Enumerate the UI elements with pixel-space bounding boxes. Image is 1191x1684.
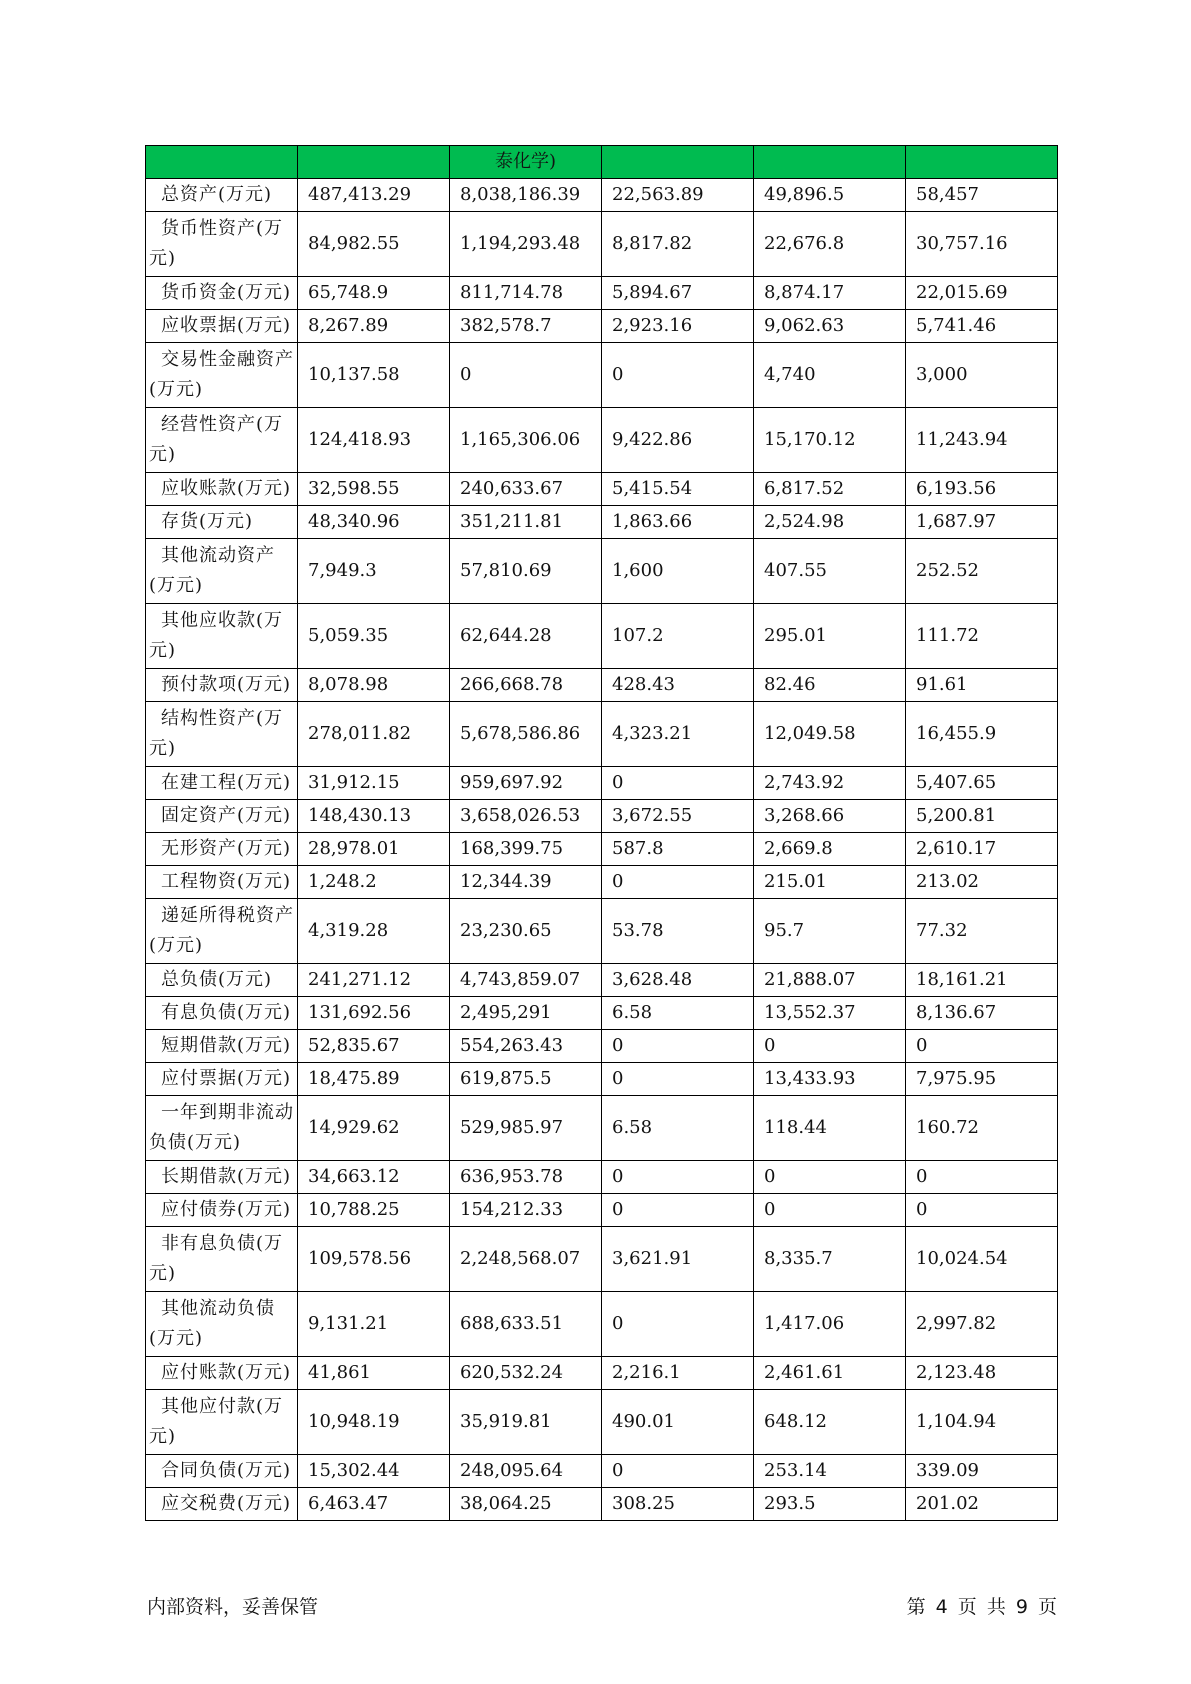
value-cell: 8,136.67 [906,997,1058,1030]
value-cell: 14,929.62 [298,1096,450,1161]
table-row [146,669,1058,702]
value-cell: 1,863.66 [602,506,754,539]
value-cell: 62,644.28 [450,604,602,669]
value-cell: 131,692.56 [298,997,450,1030]
value-cell: 253.14 [754,1455,906,1488]
row-label: 其他流动资产(万元) [146,539,298,604]
header-cell [602,146,754,179]
value-cell: 8,874.17 [754,277,906,310]
value-cell: 109,578.56 [298,1227,450,1292]
value-cell: 3,658,026.53 [450,800,602,833]
footer-page-number: 第 4 页 共 9 页 [906,1596,1057,1618]
header-cell [298,146,450,179]
value-cell: 12,049.58 [754,702,906,767]
row-label: 工程物资(万元) [146,866,298,899]
value-cell: 0 [602,1292,754,1357]
value-cell: 811,714.78 [450,277,602,310]
value-cell: 382,578.7 [450,310,602,343]
table-row [146,179,1058,212]
value-cell: 57,810.69 [450,539,602,604]
value-cell: 648.12 [754,1390,906,1455]
value-cell: 38,064.25 [450,1488,602,1521]
table-row [146,212,1058,277]
value-cell: 22,015.69 [906,277,1058,310]
value-cell: 529,985.97 [450,1096,602,1161]
row-label: 无形资产(万元) [146,833,298,866]
table-row [146,277,1058,310]
value-cell: 0 [906,1161,1058,1194]
value-cell: 8,038,186.39 [450,179,602,212]
table-row [146,1390,1058,1455]
row-label: 非有息负债(万元) [146,1227,298,1292]
value-cell: 5,059.35 [298,604,450,669]
value-cell: 84,982.55 [298,212,450,277]
value-cell: 8,267.89 [298,310,450,343]
value-cell: 124,418.93 [298,408,450,473]
value-cell: 213.02 [906,866,1058,899]
table-row [146,1063,1058,1096]
value-cell: 490.01 [602,1390,754,1455]
footer-confidential-note: 内部资料，妥善保管 [147,1596,319,1618]
header-cell: 泰化学) [450,146,602,179]
value-cell: 6.58 [602,997,754,1030]
value-cell: 0 [754,1161,906,1194]
value-cell: 5,200.81 [906,800,1058,833]
value-cell: 53.78 [602,899,754,964]
table-row [146,343,1058,408]
value-cell: 1,687.97 [906,506,1058,539]
value-cell: 0 [602,1030,754,1063]
value-cell: 5,407.65 [906,767,1058,800]
value-cell: 13,552.37 [754,997,906,1030]
row-label: 结构性资产(万元) [146,702,298,767]
value-cell: 0 [602,866,754,899]
value-cell: 6,463.47 [298,1488,450,1521]
value-cell: 6,193.56 [906,473,1058,506]
value-cell: 35,919.81 [450,1390,602,1455]
value-cell: 7,975.95 [906,1063,1058,1096]
value-cell: 407.55 [754,539,906,604]
value-cell: 248,095.64 [450,1455,602,1488]
value-cell: 107.2 [602,604,754,669]
row-label: 其他应收款(万元) [146,604,298,669]
value-cell: 1,600 [602,539,754,604]
value-cell: 6.58 [602,1096,754,1161]
row-label: 其他流动负债(万元) [146,1292,298,1357]
value-cell: 428.43 [602,669,754,702]
row-label: 应交税费(万元) [146,1488,298,1521]
value-cell: 5,415.54 [602,473,754,506]
value-cell: 0 [906,1030,1058,1063]
value-cell: 2,248,568.07 [450,1227,602,1292]
row-label: 应收票据(万元) [146,310,298,343]
value-cell: 0 [450,343,602,408]
value-cell: 1,417.06 [754,1292,906,1357]
value-cell: 118.44 [754,1096,906,1161]
value-cell: 241,271.12 [298,964,450,997]
value-cell: 2,610.17 [906,833,1058,866]
value-cell: 65,748.9 [298,277,450,310]
value-cell: 148,430.13 [298,800,450,833]
value-cell: 8,078.98 [298,669,450,702]
table-row [146,604,1058,669]
value-cell: 5,894.67 [602,277,754,310]
row-label: 固定资产(万元) [146,800,298,833]
value-cell: 1,104.94 [906,1390,1058,1455]
value-cell: 5,678,586.86 [450,702,602,767]
value-cell: 160.72 [906,1096,1058,1161]
value-cell: 278,011.82 [298,702,450,767]
table-row [146,767,1058,800]
value-cell: 293.5 [754,1488,906,1521]
value-cell: 4,743,859.07 [450,964,602,997]
table-row [146,506,1058,539]
value-cell: 9,062.63 [754,310,906,343]
value-cell: 3,672.55 [602,800,754,833]
row-label: 有息负债(万元) [146,997,298,1030]
value-cell: 266,668.78 [450,669,602,702]
financial-data-table [145,145,1058,1521]
value-cell: 636,953.78 [450,1161,602,1194]
table-row [146,899,1058,964]
value-cell: 9,422.86 [602,408,754,473]
value-cell: 0 [602,343,754,408]
value-cell: 10,137.58 [298,343,450,408]
value-cell: 6,817.52 [754,473,906,506]
value-cell: 959,697.92 [450,767,602,800]
table-row [146,702,1058,767]
value-cell: 0 [754,1194,906,1227]
row-label: 其他应付款(万元) [146,1390,298,1455]
value-cell: 487,413.29 [298,179,450,212]
value-cell: 0 [602,1194,754,1227]
table-row [146,310,1058,343]
value-cell: 587.8 [602,833,754,866]
header-cell [754,146,906,179]
row-label: 经营性资产(万元) [146,408,298,473]
header-cell [906,146,1058,179]
row-label: 应收账款(万元) [146,473,298,506]
value-cell: 18,475.89 [298,1063,450,1096]
table-row [146,408,1058,473]
value-cell: 31,912.15 [298,767,450,800]
value-cell: 0 [602,1161,754,1194]
value-cell: 0 [602,1063,754,1096]
header-cell [146,146,298,179]
value-cell: 0 [754,1030,906,1063]
value-cell: 21,888.07 [754,964,906,997]
row-label: 存货(万元) [146,506,298,539]
value-cell: 82.46 [754,669,906,702]
value-cell: 619,875.5 [450,1063,602,1096]
table-header-row [146,146,1058,179]
table-row [146,1096,1058,1161]
value-cell: 22,676.8 [754,212,906,277]
value-cell: 3,000 [906,343,1058,408]
row-label: 长期借款(万元) [146,1161,298,1194]
value-cell: 10,788.25 [298,1194,450,1227]
value-cell: 295.01 [754,604,906,669]
value-cell: 52,835.67 [298,1030,450,1063]
value-cell: 34,663.12 [298,1161,450,1194]
table-row [146,800,1058,833]
value-cell: 15,170.12 [754,408,906,473]
value-cell: 3,621.91 [602,1227,754,1292]
value-cell: 11,243.94 [906,408,1058,473]
value-cell: 3,628.48 [602,964,754,997]
table-row [146,997,1058,1030]
value-cell: 620,532.24 [450,1357,602,1390]
value-cell: 1,248.2 [298,866,450,899]
value-cell: 168,399.75 [450,833,602,866]
value-cell: 4,740 [754,343,906,408]
value-cell: 18,161.21 [906,964,1058,997]
value-cell: 32,598.55 [298,473,450,506]
value-cell: 28,978.01 [298,833,450,866]
table-row [146,1194,1058,1227]
value-cell: 9,131.21 [298,1292,450,1357]
value-cell: 2,216.1 [602,1357,754,1390]
row-label: 一年到期非流动负债(万元) [146,1096,298,1161]
value-cell: 8,817.82 [602,212,754,277]
value-cell: 252.52 [906,539,1058,604]
value-cell: 12,344.39 [450,866,602,899]
value-cell: 554,263.43 [450,1030,602,1063]
value-cell: 15,302.44 [298,1455,450,1488]
value-cell: 688,633.51 [450,1292,602,1357]
value-cell: 23,230.65 [450,899,602,964]
value-cell: 2,123.48 [906,1357,1058,1390]
value-cell: 351,211.81 [450,506,602,539]
value-cell: 0 [906,1194,1058,1227]
value-cell: 10,024.54 [906,1227,1058,1292]
value-cell: 22,563.89 [602,179,754,212]
value-cell: 2,461.61 [754,1357,906,1390]
value-cell: 2,524.98 [754,506,906,539]
value-cell: 2,669.8 [754,833,906,866]
table-row [146,964,1058,997]
value-cell: 41,861 [298,1357,450,1390]
row-label: 递延所得税资产(万元) [146,899,298,964]
row-label: 应付账款(万元) [146,1357,298,1390]
value-cell: 8,335.7 [754,1227,906,1292]
table-row [146,1161,1058,1194]
value-cell: 0 [602,767,754,800]
value-cell: 4,319.28 [298,899,450,964]
value-cell: 5,741.46 [906,310,1058,343]
value-cell: 2,923.16 [602,310,754,343]
value-cell: 154,212.33 [450,1194,602,1227]
value-cell: 91.61 [906,669,1058,702]
value-cell: 215.01 [754,866,906,899]
table-row [146,473,1058,506]
value-cell: 111.72 [906,604,1058,669]
value-cell: 339.09 [906,1455,1058,1488]
value-cell: 95.7 [754,899,906,964]
row-label: 应付债券(万元) [146,1194,298,1227]
table-row [146,833,1058,866]
value-cell: 58,457 [906,179,1058,212]
value-cell: 7,949.3 [298,539,450,604]
row-label: 短期借款(万元) [146,1030,298,1063]
value-cell: 13,433.93 [754,1063,906,1096]
value-cell: 10,948.19 [298,1390,450,1455]
value-cell: 1,165,306.06 [450,408,602,473]
table-row [146,1030,1058,1063]
value-cell: 16,455.9 [906,702,1058,767]
value-cell: 48,340.96 [298,506,450,539]
value-cell: 240,633.67 [450,473,602,506]
value-cell: 201.02 [906,1488,1058,1521]
row-label: 应付票据(万元) [146,1063,298,1096]
row-label: 总负债(万元) [146,964,298,997]
table-row [146,539,1058,604]
table-row [146,1488,1058,1521]
value-cell: 1,194,293.48 [450,212,602,277]
value-cell: 3,268.66 [754,800,906,833]
table-row [146,1455,1058,1488]
value-cell: 2,997.82 [906,1292,1058,1357]
value-cell: 4,323.21 [602,702,754,767]
table-row [146,1357,1058,1390]
row-label: 货币性资产(万元) [146,212,298,277]
value-cell: 77.32 [906,899,1058,964]
row-label: 总资产(万元) [146,179,298,212]
table-row [146,1227,1058,1292]
table-row [146,1292,1058,1357]
value-cell: 2,743.92 [754,767,906,800]
row-label: 合同负债(万元) [146,1455,298,1488]
value-cell: 49,896.5 [754,179,906,212]
row-label: 货币资金(万元) [146,277,298,310]
table-row [146,866,1058,899]
row-label: 预付款项(万元) [146,669,298,702]
value-cell: 308.25 [602,1488,754,1521]
value-cell: 2,495,291 [450,997,602,1030]
row-label: 在建工程(万元) [146,767,298,800]
value-cell: 0 [602,1455,754,1488]
value-cell: 30,757.16 [906,212,1058,277]
row-label: 交易性金融资产(万元) [146,343,298,408]
